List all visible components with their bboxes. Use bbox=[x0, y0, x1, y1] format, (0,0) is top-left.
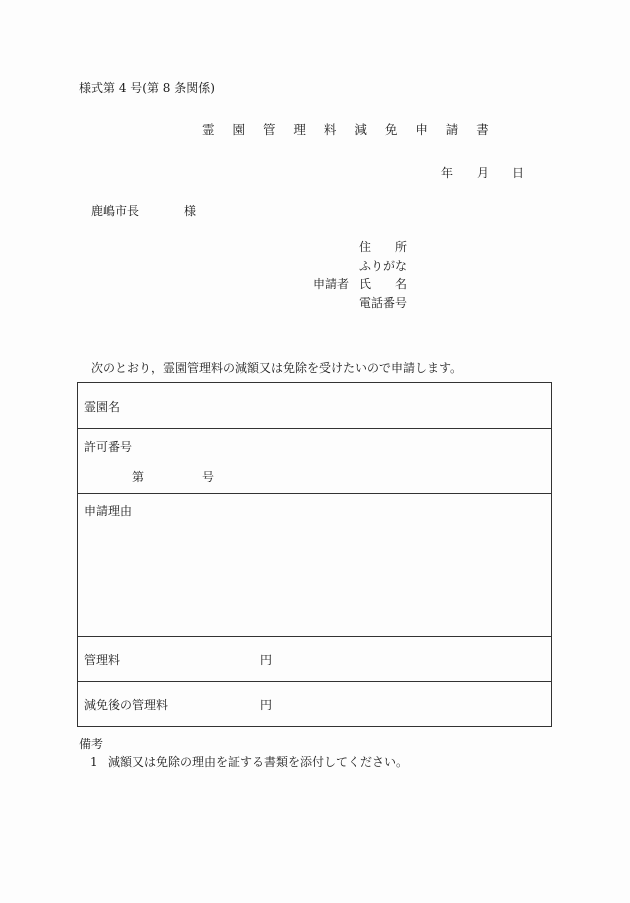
address-label: 住 所 bbox=[359, 240, 408, 254]
row-cemetery-name bbox=[78, 383, 552, 429]
permit-number-label: 許可番号 bbox=[84, 440, 133, 454]
addressee: 鹿嶋市長 bbox=[91, 204, 140, 218]
management-fee-label: 管理料 bbox=[84, 653, 121, 667]
management-fee-cell[interactable] bbox=[78, 637, 552, 682]
permit-go-label: 号 bbox=[202, 470, 215, 484]
honorific: 様 bbox=[184, 204, 197, 218]
phone-label: 電話番号 bbox=[359, 296, 408, 310]
yen-unit-2: 円 bbox=[260, 698, 273, 712]
date-month-label: 月 bbox=[477, 166, 490, 180]
fee-after-reduction-label: 減免後の管理料 bbox=[84, 698, 169, 712]
remarks-item-text: 減額又は免除の理由を証する書類を添付してください。 bbox=[108, 755, 409, 769]
row-management-fee bbox=[78, 637, 552, 682]
furigana-label: ふりがな bbox=[359, 259, 408, 273]
remarks-title: 備考 bbox=[79, 737, 104, 751]
date-year-label: 年 bbox=[441, 166, 454, 180]
fee-after-reduction-cell[interactable] bbox=[78, 682, 552, 727]
row-permit-number bbox=[78, 429, 552, 494]
intro-text: 次のとおり，霊園管理料の減額又は免除を受けたいので申請します。 bbox=[91, 361, 463, 375]
cemetery-name-cell[interactable] bbox=[78, 383, 552, 429]
reason-cell[interactable] bbox=[78, 494, 552, 637]
cemetery-name-label: 霊園名 bbox=[84, 400, 121, 414]
permit-dai-label: 第 bbox=[132, 470, 145, 484]
row-reason bbox=[78, 494, 552, 637]
yen-unit: 円 bbox=[260, 653, 273, 667]
form-number: 様式第 4 号(第 8 条関係) bbox=[79, 81, 215, 95]
permit-number-cell[interactable] bbox=[78, 429, 552, 494]
document-title: 霊 園 管 理 料 減 免 申 請 書 bbox=[202, 122, 496, 137]
row-fee-after-reduction bbox=[78, 682, 552, 727]
reason-label: 申請理由 bbox=[84, 504, 133, 518]
date-day-label: 日 bbox=[512, 166, 525, 180]
remarks-item-number: 1 bbox=[90, 755, 98, 769]
applicant-label: 申請者 bbox=[313, 277, 350, 291]
application-table bbox=[77, 382, 552, 727]
name-label: 氏 名 bbox=[359, 277, 408, 291]
